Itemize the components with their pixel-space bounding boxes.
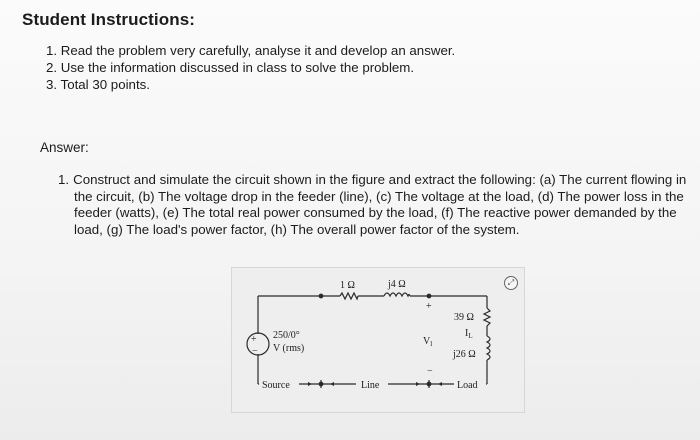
line-reactance-label: j4 Ω — [388, 279, 406, 290]
line-resistor-symbol — [340, 293, 358, 299]
line-inductor-symbol — [384, 293, 410, 296]
page-title: Student Instructions: — [22, 10, 196, 29]
arrow-marker — [416, 382, 420, 386]
instructions-list — [46, 42, 455, 93]
answer-heading: Answer: — [40, 140, 89, 155]
source-region-label: Source — [262, 380, 290, 391]
arrow-marker — [308, 382, 312, 386]
question-line-2: the circuit, (b) The voltage drop in the feeder (line), (c) The voltage at the load, (d) The power loss in the — [74, 188, 684, 204]
load-region-label: Load — [457, 380, 478, 391]
instruction-item: 1. Read the problem very carefully, analyse it and develop an answer. — [46, 43, 456, 58]
arrow-marker — [438, 382, 442, 386]
question-number: 1. — [58, 172, 70, 187]
source-unit: V (rms) — [273, 343, 305, 354]
load-current-label: $I_L$ — [465, 328, 473, 340]
instruction-item: 3. Total 30 points. — [46, 77, 150, 92]
load-resistance-label: 39 Ω — [454, 312, 474, 323]
node-dot — [427, 294, 431, 298]
line-resistance-label: 1 Ω — [340, 280, 355, 291]
load-voltage-label: $V_l$ — [423, 336, 433, 348]
circuit-diagram — [232, 268, 524, 412]
source-voltage: 250/0° — [273, 330, 300, 341]
node-dot — [319, 294, 323, 298]
load-inductor-symbol — [487, 336, 490, 360]
question-item — [58, 172, 700, 238]
source-minus: − — [252, 346, 258, 357]
question-line-3: feeder (watts), (e) The total real power consumed by the load, (f) The reactive power demanded by the — [74, 205, 677, 220]
circuit-figure — [231, 267, 525, 413]
load-reactance-label: j26 Ω — [453, 349, 476, 360]
load-voltage-plus: + — [426, 301, 432, 312]
instruction-item: 2. Use the information discussed in class to solve the problem. — [46, 60, 415, 75]
load-resistor-symbol — [484, 308, 490, 326]
load-voltage-minus: − — [427, 366, 433, 377]
question-line-4: load, (g) The load's power factor, (h) The overall power factor of the system. — [74, 221, 520, 237]
line-region-label: Line — [361, 380, 380, 391]
arrow-marker — [330, 382, 334, 386]
expand-icon[interactable]: ⤢ — [504, 276, 518, 290]
question-line-1: 1. Construct and simulate the circuit shown in the figure and extract the following: (a) The current flowing in — [58, 172, 687, 187]
source-plus: + — [251, 334, 257, 345]
